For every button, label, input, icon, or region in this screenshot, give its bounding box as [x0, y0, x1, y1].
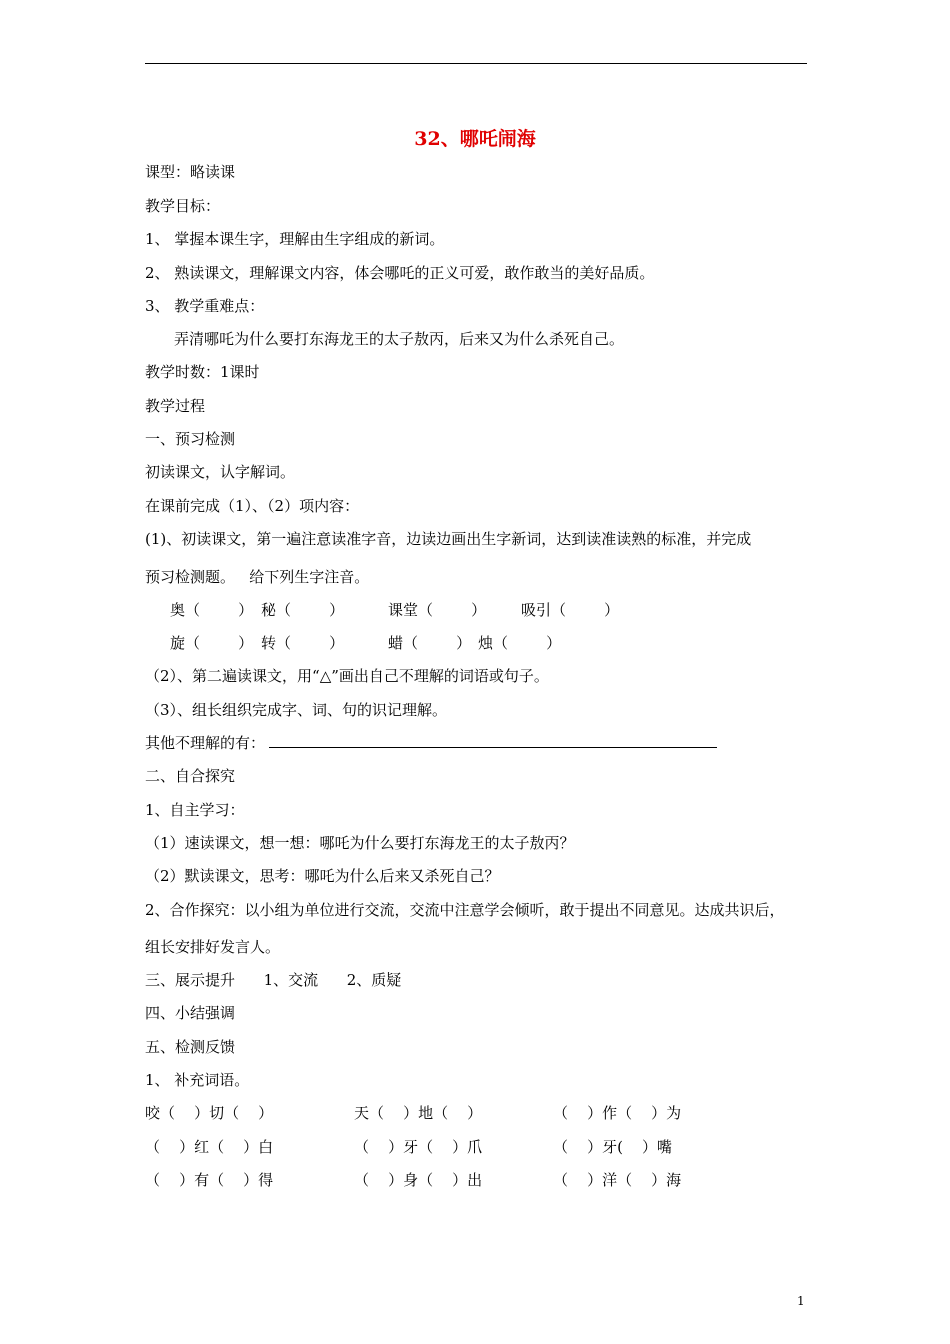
pinyin-item: 秘（ ） [261, 601, 345, 619]
idiom-item: （ ）身（ ）出 [354, 1171, 483, 1189]
pinyin-item: 课堂（ ） [388, 601, 487, 619]
pinyin-item: 蜡（ ） [388, 634, 472, 652]
idiom-item: （ ）红（ ）白 [145, 1138, 274, 1156]
key-difficulty: 弄清哪吒为什么要打东海龙王的太子敖丙，后来又为什么杀死自己。 [174, 330, 625, 348]
goal-2: 2、 熟读课文，理解课文内容，体会哪吒的正义可爱，敢作敢当的美好品质。 [145, 264, 655, 282]
class-hours: 教学时数：1课时 [145, 363, 260, 381]
pinyin-item: 转（ ） [261, 634, 345, 652]
idiom-item: 咬（ ）切（ ） [145, 1104, 274, 1122]
idiom-item: （ ）牙( ）嘴 [553, 1138, 672, 1156]
preview-intro: 初读课文，认字解词。 [145, 463, 296, 481]
cooperative-inquiry: 2、合作探究：以小组为单位进行交流，交流中注意学会倾听，敢于提出不同意见。达成共识后， [145, 901, 785, 919]
idiom-item: （ ）洋（ ）海 [553, 1171, 682, 1189]
teaching-goals-heading: 教学目标： [145, 197, 221, 215]
self-study-q1: （1）速读课文，想一想：哪吒为什么要打东海龙王的太子敖丙？ [145, 834, 575, 852]
section-2-heading: 二、自合探究 [145, 767, 236, 785]
lesson-title: 32、哪吒闹海 [414, 128, 536, 150]
process-heading: 教学过程 [145, 397, 206, 415]
idiom-item: （ ）有（ ）得 [145, 1171, 274, 1189]
page-number: 1 [797, 1294, 805, 1308]
other-questions-label: 其他不理解的有： [145, 734, 266, 752]
preview-step-1: (1)、初读课文，第一遍注意读准字音，边读边画出生字新词，达到读准读熟的标准，并完成 [145, 530, 752, 548]
goal-3: 3、 教学重难点： [145, 297, 265, 315]
idiom-item: 天（ ）地（ ） [354, 1104, 483, 1122]
preview-step-1-cont: 预习检测题。 给下列生字注音。 [145, 568, 370, 586]
pinyin-item: 烛（ ） [478, 634, 562, 652]
idiom-item: （ ）牙（ ）爪 [354, 1138, 483, 1156]
exercise-1-heading: 1、 补充词语。 [145, 1071, 250, 1089]
section-3-heading: 三、展示提升 1、交流 2、质疑 [145, 971, 402, 989]
goal-1: 1、 掌握本课生字，理解由生字组成的新词。 [145, 230, 445, 248]
preview-instructions: 在课前完成（1）、（2）项内容： [145, 497, 360, 515]
lesson-type: 课型：略读课 [145, 163, 236, 181]
section-4-heading: 四、小结强调 [145, 1004, 236, 1022]
preview-step-3: （3）、组长组织完成字、词、句的识记理解。 [145, 701, 448, 719]
answer-blank [269, 733, 717, 748]
other-questions [145, 733, 717, 753]
pinyin-item: 奥（ ） [170, 601, 254, 619]
preview-step-2: （2）、第二遍读课文，用“△”画出自己不理解的词语或句子。 [145, 667, 549, 685]
idiom-item: （ ）作（ ）为 [553, 1104, 682, 1122]
section-1-heading: 一、预习检测 [145, 430, 236, 448]
self-study-q2: （2）默读课文，思考：哪吒为什么后来又杀死自己？ [145, 867, 500, 885]
section-5-heading: 五、检测反馈 [145, 1038, 236, 1056]
cooperative-inquiry-cont: 组长安排好发言人。 [145, 938, 281, 956]
header-rule [145, 63, 807, 64]
pinyin-item: 吸引（ ） [521, 601, 620, 619]
pinyin-item: 旋（ ） [170, 634, 254, 652]
self-study-heading: 1、自主学习： [145, 801, 245, 819]
